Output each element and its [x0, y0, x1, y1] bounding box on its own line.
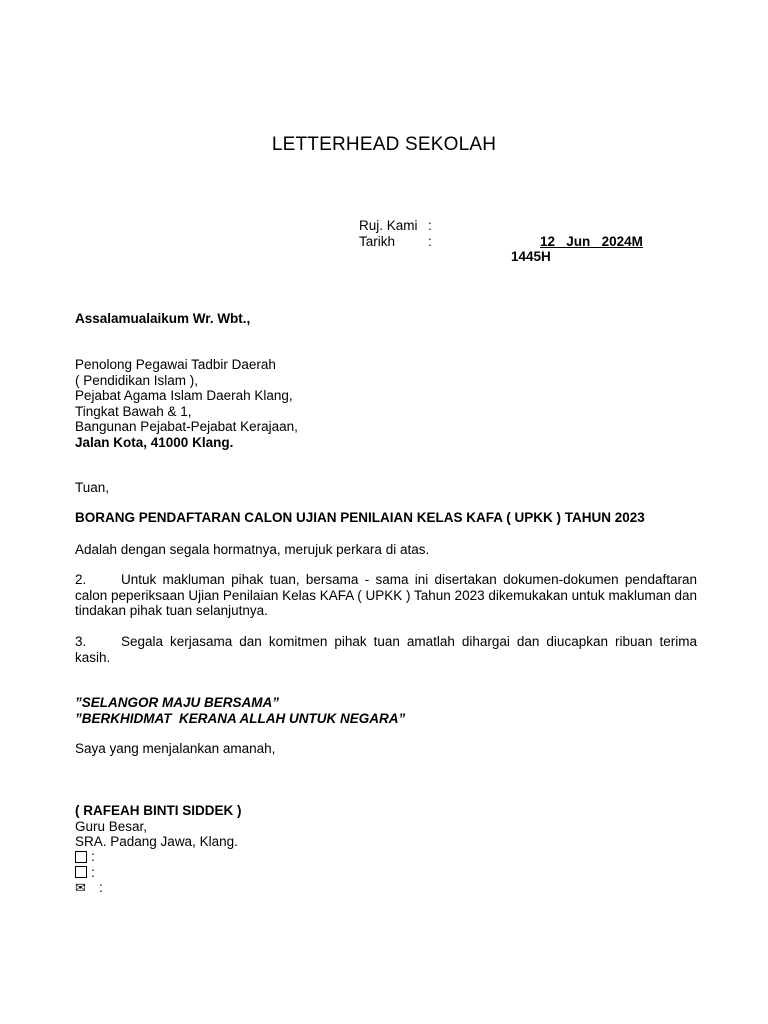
- contact-phone: [75, 849, 103, 865]
- signatory-name: ( RAFEAH BINTI SIDDEK ): [75, 803, 242, 818]
- letterhead-title: LETTERHEAD SEKOLAH: [271, 134, 497, 155]
- date-gregorian: [540, 234, 643, 250]
- fax-colon: :: [91, 864, 95, 880]
- recipient-line: Tingkat Bawah & 1,: [75, 403, 192, 419]
- recipient-line: ( Pendidikan Islam ),: [75, 372, 199, 388]
- paragraph-1: Adalah dengan segala hormatnya, merujuk perkara di atas.: [75, 542, 430, 557]
- slogan-2: ”BERKHIDMAT KERANA ALLAH UNTUK NEGARA”: [75, 711, 406, 726]
- tarikh-colon: :: [428, 234, 432, 249]
- signatory-school: SRA. Padang Jawa, Klang.: [75, 834, 238, 849]
- phone-colon: :: [91, 849, 95, 864]
- contact-email: [75, 880, 103, 896]
- date-hijri: 1445H: [511, 249, 551, 264]
- greeting: Assalamualaikum Wr. Wbt.,: [75, 311, 251, 326]
- slogan-1: ”SELANGOR MAJU BERSAMA”: [75, 695, 280, 710]
- phone-icon: [75, 851, 87, 863]
- recipient-line: Pejabat Agama Islam Daerah Klang,: [75, 388, 293, 403]
- subject-line: BORANG PENDAFTARAN CALON UJIAN PENILAIAN KELAS KAFA ( UPKK ) TAHUN 2023: [75, 510, 645, 525]
- signatory-title: Guru Besar,: [75, 818, 148, 834]
- salutation: Tuan,: [75, 480, 110, 495]
- contact-block: [75, 849, 103, 896]
- closing-line: Saya yang menjalankan amanah,: [75, 741, 276, 756]
- recipient-line: Bangunan Pejabat-Pejabat Kerajaan,: [75, 419, 298, 434]
- paragraph-2-text: Untuk makluman pihak tuan, bersama - sama ini disertakan dokumen-dokumen pendaftaran calon peperiksaan Ujian Penilaian Kelas KAFA ( UPKK ) Tahun 2023 dikemukakan untuk makluman dan tindakan pihak tuan selanjutnya.: [75, 572, 697, 618]
- fax-icon: [75, 866, 87, 878]
- date-month: Jun: [566, 234, 591, 249]
- date-day: 12: [540, 234, 556, 249]
- tarikh-label: Tarikh: [359, 234, 396, 249]
- paragraph-2-number: 2.: [75, 572, 87, 587]
- paragraph-3-number: 3.: [75, 634, 87, 649]
- recipient-line: Penolong Pegawai Tadbir Daerah: [75, 357, 276, 372]
- paragraph-2: [75, 572, 697, 619]
- paragraph-3-text: Segala kerjasama dan komitmen pihak tuan amatlah dihargai dan diucapkan ribuan terima kasih.: [75, 634, 697, 665]
- signatory-block: [75, 803, 242, 850]
- contact-fax: [75, 865, 103, 881]
- ruj-kami-colon: :: [428, 218, 432, 233]
- recipient-line-city: Jalan Kota, 41000 Klang.: [75, 434, 234, 450]
- paragraph-3: [75, 634, 697, 665]
- ruj-kami-label: Ruj. Kami: [359, 218, 418, 233]
- recipient-address: [75, 357, 298, 450]
- email-colon: :: [99, 880, 103, 895]
- envelope-icon: ✉: [75, 879, 86, 895]
- date-year: 2024M: [601, 234, 643, 249]
